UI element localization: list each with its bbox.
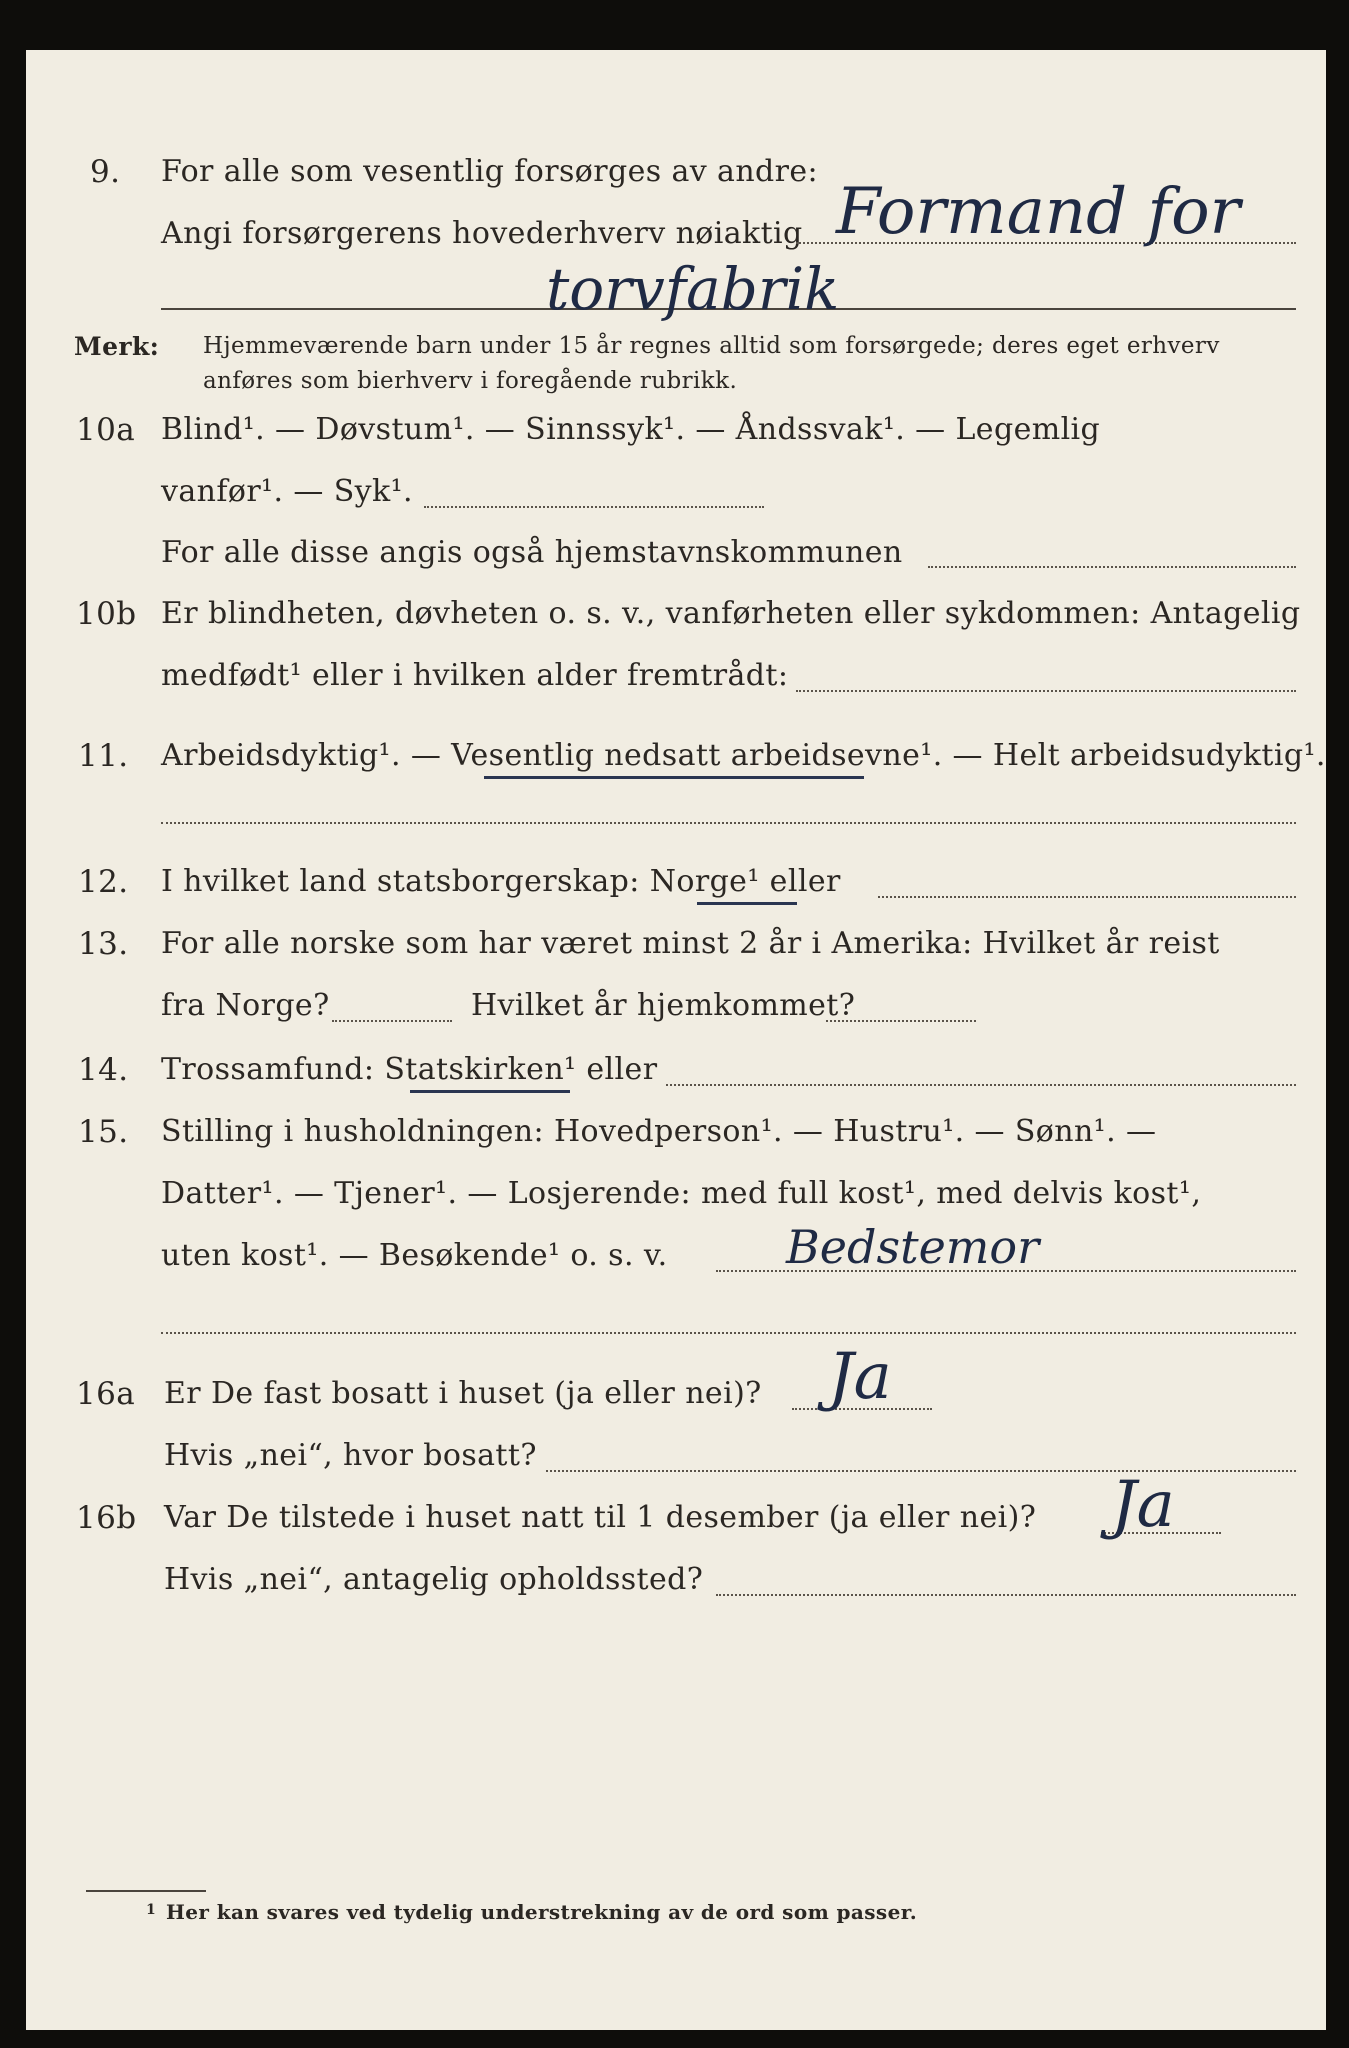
q10a-line3: For alle disse angis også hjemstavnskommunen <box>161 535 903 570</box>
q14-text: Trossamfund: Statskirken¹ eller <box>161 1052 658 1087</box>
q16b-handwritten-answer: Ja <box>1111 1468 1175 1542</box>
q15-number: 15. <box>78 1114 129 1150</box>
q16a-line1: Er De fast bosatt i huset (ja eller nei)? <box>164 1376 762 1411</box>
footnote-text: Her kan svares ved tydelig understrekning av de ord som passer. <box>166 1900 918 1924</box>
q13-line1: For alle norske som har været minst 2 år i Amerika: Hvilket år reist <box>161 926 1220 961</box>
q16a-handwritten-answer: Ja <box>828 1340 892 1414</box>
q12-text: I hvilket land statsborgerskap: Norge¹ eller <box>161 864 841 899</box>
q15-line1: Stilling i husholdningen: Hovedperson¹. — Hustru¹. — Sønn¹. — <box>161 1114 1157 1149</box>
q14-answer-line <box>666 1084 1296 1086</box>
q13-return-line <box>826 1020 976 1022</box>
q15-answer-line2 <box>161 1332 1296 1334</box>
q16b-line2: Hvis „nei“, antagelig opholdssted? <box>164 1562 704 1597</box>
q15-line3: uten kost¹. — Besøkende¹ o. s. v. <box>161 1238 668 1273</box>
q16a-number: 16a <box>76 1376 136 1412</box>
q13-departure-line <box>332 1020 452 1022</box>
q16b-line1: Var De tilstede i huset natt til 1 desember (ja eller nei)? <box>164 1500 1037 1535</box>
q11-handwritten-underline <box>484 776 864 779</box>
q14-number: 14. <box>78 1052 129 1088</box>
q11-number: 11. <box>78 738 129 774</box>
q9-handwritten-answer2: torvfabrik <box>546 255 840 323</box>
q15-line2: Datter¹. — Tjener¹. — Losjerende: med full kost¹, med delvis kost¹, <box>161 1176 1202 1211</box>
q12-handwritten-underline <box>697 902 797 905</box>
q16b-whereabouts-line <box>716 1594 1296 1596</box>
q9-line2: Angi forsørgerens hovederhverv nøiaktig <box>161 216 803 251</box>
footnote-mark: 1 <box>146 1902 157 1918</box>
q10a-line1: Blind¹. — Døvstum¹. — Sinnssyk¹. — Åndssvak¹. — Legemlig <box>161 412 1101 447</box>
q10a-hometown-line <box>928 566 1296 568</box>
q16b-number: 16b <box>76 1500 137 1536</box>
q9-handwritten-answer1: Formand for <box>836 175 1241 249</box>
q12-number: 12. <box>78 864 129 900</box>
q10b-line1: Er blindheten, døvheten o. s. v., vanførheten eller sykdommen: Antagelig <box>161 596 1301 631</box>
q10b-answer-line <box>796 690 1296 692</box>
q10a-answer-line <box>424 506 764 508</box>
q10b-number: 10b <box>76 596 137 632</box>
q16a-residence-line <box>546 1470 1296 1472</box>
q12-answer-line <box>878 896 1296 898</box>
merk-line1: Hjemmeværende barn under 15 år regnes alltid som forsørgede; deres eget erhverv <box>203 333 1220 359</box>
merk-label: Merk: <box>74 332 160 361</box>
q10a-number: 10a <box>76 412 136 448</box>
q9-number: 9. <box>90 154 121 190</box>
q10b-line2: medfødt¹ eller i hvilken alder fremtrådt: <box>161 658 789 693</box>
q11-answer-line <box>161 822 1296 824</box>
q10a-line2: vanfør¹. — Syk¹. <box>161 474 413 509</box>
q13-line2a: fra Norge? <box>161 988 330 1023</box>
q16a-line2: Hvis „nei“, hvor bosatt? <box>164 1438 537 1473</box>
footnote-rule <box>86 1890 206 1892</box>
merk-line2: anføres som bierhverv i foregående rubrikk. <box>203 368 738 394</box>
q15-handwritten-answer: Bedstemor <box>786 1220 1040 1274</box>
q14-handwritten-underline <box>410 1090 570 1093</box>
q9-line1: For alle som vesentlig forsørges av andre: <box>161 154 819 189</box>
q13-line2b: Hvilket år hjemkommet? <box>471 988 856 1023</box>
q11-line1: Arbeidsdyktig¹. — Vesentlig nedsatt arbeidsevne¹. — Helt arbeidsudyktig¹. <box>161 738 1326 773</box>
q13-number: 13. <box>78 926 129 962</box>
census-form-page <box>26 50 1326 2030</box>
